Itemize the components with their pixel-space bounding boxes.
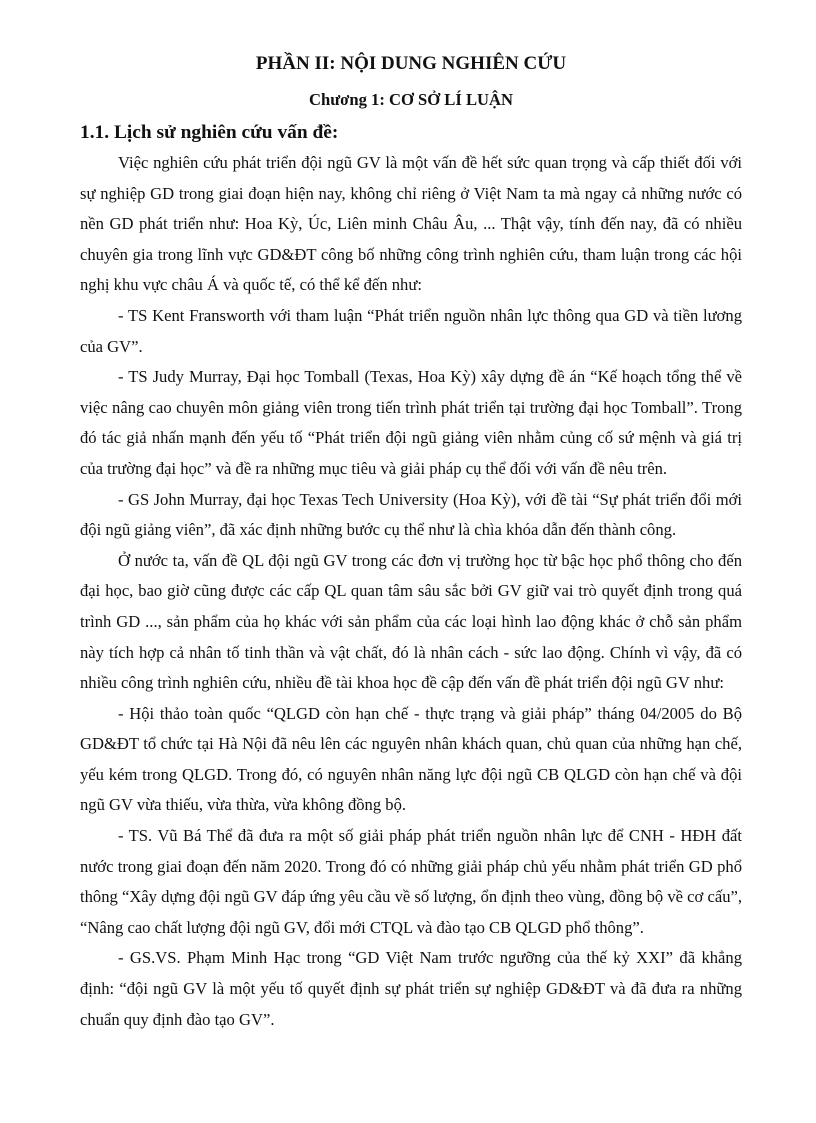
- list-item-pham-minh-hac: - GS.VS. Phạm Minh Hạc trong “GD Việt Nam trước ngưỡng của thế kỷ XXI” đã khẳng định: “đội ngũ GV là một yếu tố quyết định sự phát triển sự nghiệp GD&ĐT và đã đưa ra những chuẩn quy định đào tạo GV”.: [80, 948, 742, 1029]
- list-item-john-murray: - GS John Murray, đại học Texas Tech University (Hoa Kỳ), với đề tài “Sự phát triển đổi mới đội ngũ giảng viên”, đã xác định những bước cụ thể như là chìa khóa dẫn đến thành công.: [80, 489, 742, 540]
- list-item-judy-murray: - TS Judy Murray, Đại học Tomball (Texas, Hoa Kỳ) xây dựng đề án “Kế hoạch tổng thể về việc nâng cao chuyên môn giảng viên trong tiến trình phát triển tại trường đại học Tomball”. Trong đó tác giả nhấn mạnh đến yếu tố “Phát triển đội ngũ giảng viên nhằm củng cố sứ mệnh và giá trị của trường đại học” và đề ra những mục tiêu và giải pháp cụ thể đối với vấn đề nêu trên.: [80, 367, 742, 478]
- paragraph-vietnam: Ở nước ta, vấn đề QL đội ngũ GV trong các đơn vị trường học từ bậc học phổ thông cho đến đại học, bao giờ cũng được các cấp QL quan tâm sâu sắc bởi GV giữ vai trò quyết định trong quá trình GD ..., sản phẩm của họ khác với sản phẩm của các loại hình lao động khác ở chỗ sản phẩm này tích hợp cả nhân tố tinh thần và vật chất, đó là nhân cách - sức lao động. Chính vì vậy, đã có nhiều công trình nghiên cứu, nhiều đề tài khoa học đề cập đến vấn đề phát triển đội ngũ GV như:: [80, 550, 742, 693]
- list-item-hoi-thao: - Hội thảo toàn quốc “QLGD còn hạn chế - thực trạng và giải pháp” tháng 04/2005 do Bộ GD&ĐT tổ chức tại Hà Nội đã nêu lên các nguyên nhân khách quan, chủ quan của những hạn chế, yếu kém trong QLGD. Trong đó, có nguyên nhân năng lực đội ngũ CB QLGD còn hạn chế và đội ngũ GV vừa thiếu, vừa thừa, vừa không đồng bộ.: [80, 703, 742, 815]
- list-item-kent-fransworth: - TS Kent Fransworth với tham luận “Phát triển nguồn nhân lực thông qua GD và tiền lương của GV”.: [80, 305, 742, 356]
- page-title: PHẦN II: NỘI DUNG NGHIÊN CỨU: [255, 53, 567, 74]
- list-item-vu-ba-the: - TS. Vũ Bá Thể đã đưa ra một số giải pháp phát triển nguồn nhân lực để CNH - HĐH đất nước trong giai đoạn đến năm 2020. Trong đó có những giải pháp chủ yếu nhằm phát triển GD phổ thông “Xây dựng đội ngũ GV đáp ứng yêu cầu về số lượng, ổn định theo vùng, đồng bộ về cơ cấu”, “Nâng cao chất lượng đội ngũ GV, đổi mới CTQL và đào tạo CB QLGD phổ thông”.: [80, 826, 742, 937]
- section-heading: 1.1. Lịch sử nghiên cứu vấn đề:: [80, 122, 339, 143]
- paragraph-intro: Việc nghiên cứu phát triển đội ngũ GV là một vấn đề hết sức quan trọng và cấp thiết đối với sự nghiệp GD trong giai đoạn hiện nay, không chỉ riêng ở Việt Nam ta mà ngay cả những nước có nền GD phát triển như: Hoa Kỳ, Úc, Liên minh Châu Âu, ... Thật vậy, tính đến nay, đã có nhiều chuyên gia trong lĩnh vực GD&ĐT công bố những công trình nghiên cứu, tham luận trong các hội nghị khu vực châu Á và quốc tế, có thể kể đến như:: [80, 153, 742, 295]
- chapter-heading: Chương 1: CƠ SỞ LÍ LUẬN: [308, 90, 514, 109]
